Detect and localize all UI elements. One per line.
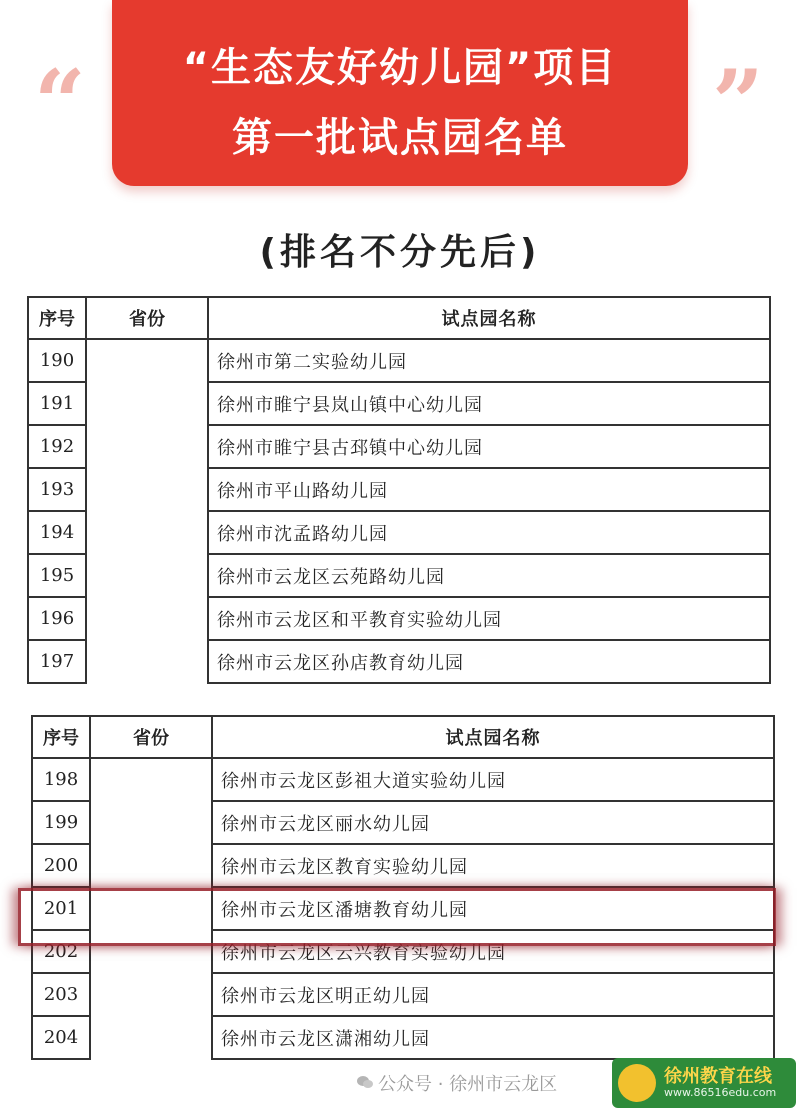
pilot-list-table-2 xyxy=(31,715,775,1060)
row-seq: 201 xyxy=(32,887,90,930)
row-school-name: 徐州市睢宁县岚山镇中心幼儿园 xyxy=(208,382,770,425)
row-seq: 194 xyxy=(28,511,86,554)
row-seq: 196 xyxy=(28,597,86,640)
row-school-name: 徐州市沈孟路幼儿园 xyxy=(208,511,770,554)
banner-title-line1: “生态友好幼儿园”项目 xyxy=(182,45,618,91)
row-school-name: 徐州市云龙区彭祖大道实验幼儿园 xyxy=(212,758,774,801)
row-school-name: 徐州市云龙区云兴教育实验幼儿园 xyxy=(212,930,774,973)
row-seq: 202 xyxy=(32,930,90,973)
header-seq: 序号 xyxy=(32,716,90,758)
row-seq: 197 xyxy=(28,640,86,683)
row-seq: 199 xyxy=(32,801,90,844)
close-quote-icon: ” xyxy=(712,50,764,156)
row-school-name: 徐州市云龙区孙店教育幼儿园 xyxy=(208,640,770,683)
pilot-list-table-1 xyxy=(27,296,771,684)
row-seq: 195 xyxy=(28,554,86,597)
row-school-name: 徐州市云龙区潇湘幼儿园 xyxy=(212,1016,774,1059)
row-school-name: 徐州市云龙区和平教育实验幼儿园 xyxy=(208,597,770,640)
row-school-name: 徐州市平山路幼儿园 xyxy=(208,468,770,511)
row-seq: 192 xyxy=(28,425,86,468)
table-row xyxy=(28,339,770,382)
subtitle: (排名不分先后) xyxy=(259,232,541,273)
row-school-name: 徐州市云龙区云苑路幼儿园 xyxy=(208,554,770,597)
row-seq: 193 xyxy=(28,468,86,511)
logo-url: www.86516edu.com xyxy=(664,1086,777,1099)
row-school-name: 徐州市云龙区潘塘教育幼儿园 xyxy=(212,887,774,930)
row-seq: 190 xyxy=(28,339,86,382)
row-school-name: 徐州市睢宁县古邳镇中心幼儿园 xyxy=(208,425,770,468)
row-seq: 198 xyxy=(32,758,90,801)
header-province: 省份 xyxy=(86,297,208,339)
logo-emblem-icon xyxy=(618,1064,656,1102)
open-quote-icon: “ xyxy=(34,50,86,156)
header-name: 试点园名称 xyxy=(208,297,770,339)
row-seq: 204 xyxy=(32,1016,90,1059)
table-row xyxy=(32,758,774,801)
row-school-name: 徐州市云龙区丽水幼儿园 xyxy=(212,801,774,844)
row-school-name: 徐州市云龙区教育实验幼儿园 xyxy=(212,844,774,887)
table-header-row xyxy=(32,716,774,758)
banner-title-line2: 第一批试点园名单 xyxy=(232,115,568,161)
title-banner xyxy=(112,0,688,186)
row-school-name: 徐州市云龙区明正幼儿园 xyxy=(212,973,774,1016)
wechat-icon xyxy=(356,1073,374,1091)
site-logo xyxy=(612,1058,796,1108)
row-seq: 200 xyxy=(32,844,90,887)
row-seq: 191 xyxy=(28,382,86,425)
logo-title: 徐州教育在线 xyxy=(664,1066,772,1087)
header-province: 省份 xyxy=(90,716,212,758)
row-province xyxy=(86,339,208,683)
watermark-text: 公众号 · 徐州市云龙区 xyxy=(378,1074,558,1095)
row-school-name: 徐州市第二实验幼儿园 xyxy=(208,339,770,382)
header-name: 试点园名称 xyxy=(212,716,774,758)
row-seq: 203 xyxy=(32,973,90,1016)
row-province xyxy=(90,758,212,1059)
table-header-row xyxy=(28,297,770,339)
header-seq: 序号 xyxy=(28,297,86,339)
